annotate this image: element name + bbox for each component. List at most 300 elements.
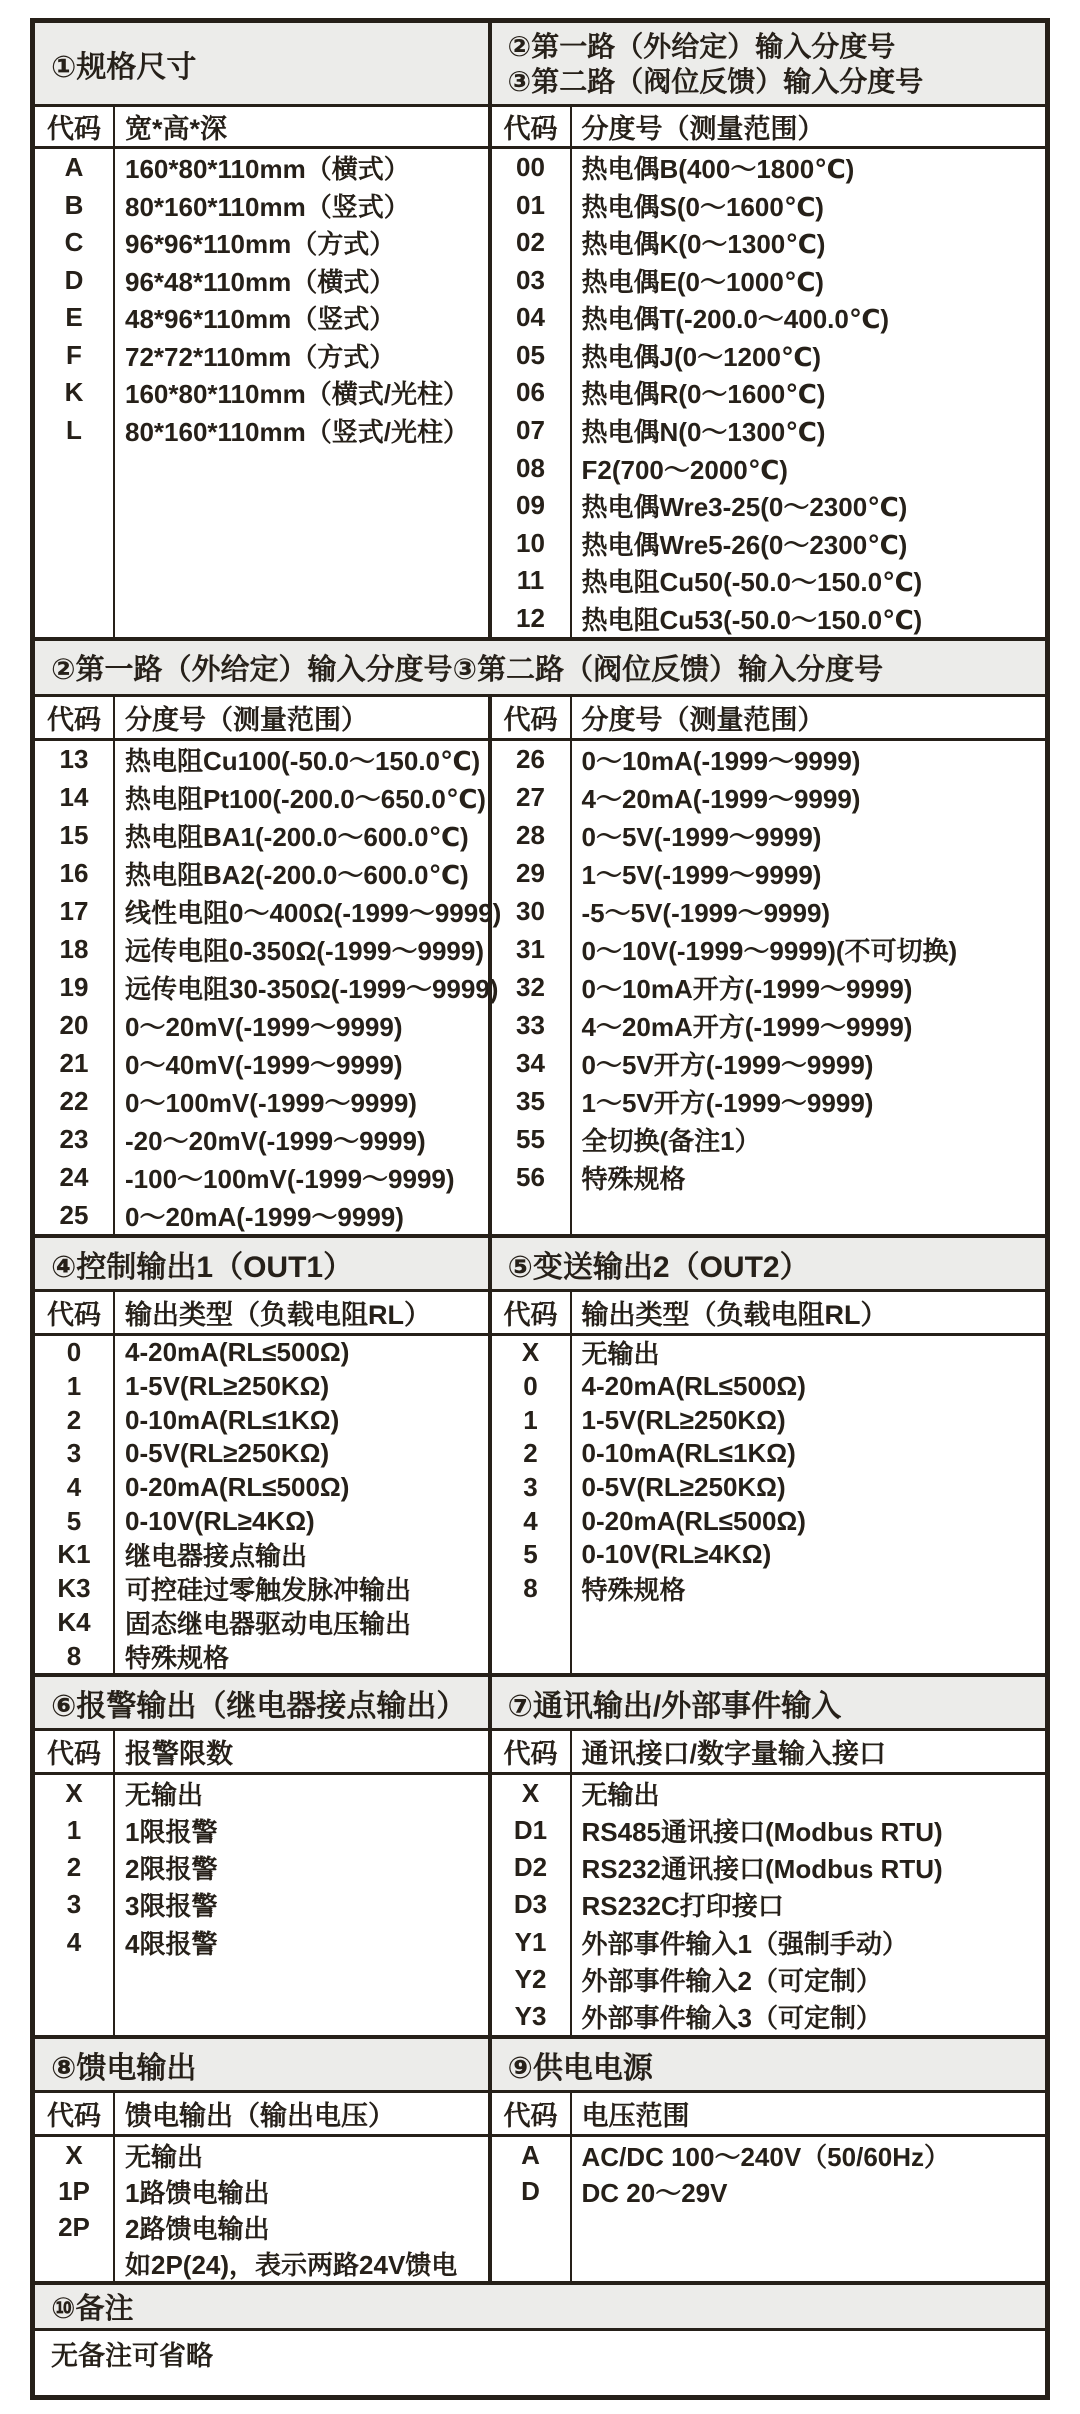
table-row	[492, 224, 1045, 262]
section-title-line: ⑥报警输出（继电器接点输出）	[51, 1689, 467, 1723]
row-desc: 0～10mA开方(-1999～9999)	[581, 973, 913, 1004]
row-desc: 热电偶K(0～1300℃)	[581, 229, 826, 260]
row-code: 18	[59, 934, 89, 965]
row-desc: 热电阻BA1(-200.0～600.0℃)	[125, 822, 469, 853]
row-desc: 0-5V(RL≥250KΩ)	[581, 1472, 786, 1503]
row-code: B	[64, 189, 84, 220]
table-row	[492, 262, 1045, 300]
table-row	[492, 374, 1045, 412]
row-code: F	[66, 339, 82, 370]
table-row	[492, 779, 1045, 817]
table-row	[492, 817, 1045, 855]
row-desc: 80*160*110mm（竖式）	[125, 191, 410, 222]
column-header-row	[35, 2093, 488, 2137]
row-code: E	[65, 302, 83, 333]
table-row	[35, 1370, 488, 1404]
row-desc: 0～5V开方(-1999～9999)	[581, 1049, 874, 1080]
row-code: 20	[59, 1009, 89, 1040]
section-title	[492, 1238, 1045, 1292]
table-row	[35, 337, 488, 375]
column-header-code: 代码	[47, 1739, 101, 1769]
row-code: 3	[66, 1889, 82, 1920]
section-title	[492, 23, 1045, 107]
row-code: 11	[516, 565, 545, 596]
row-code: 23	[59, 1123, 89, 1154]
section-title-line: ①规格尺寸	[51, 50, 197, 84]
column-header-code: 代码	[47, 705, 101, 735]
row-desc: RS485通讯接口(Modbus RTU)	[581, 1817, 943, 1848]
row-code: 15	[59, 820, 89, 851]
table-row	[492, 449, 1045, 487]
row-desc: 热电偶J(0～1200℃)	[581, 341, 822, 372]
table-row	[35, 262, 488, 300]
row-code: 0	[66, 1337, 82, 1368]
row-desc: 4-20mA(RL≤500Ω)	[581, 1371, 806, 1402]
row-desc: 0-20mA(RL≤500Ω)	[125, 1472, 350, 1503]
table-row	[35, 1044, 488, 1082]
row-code: 55	[516, 1123, 545, 1154]
section-alarm	[35, 1673, 1045, 2035]
row-desc: 1～5V(-1999～9999)	[581, 860, 822, 891]
table-row	[35, 1158, 488, 1196]
table-row	[35, 779, 488, 817]
table-row	[492, 855, 1045, 893]
row-desc: 如2P(24)，表示两路24V馈电	[125, 2249, 458, 2280]
column-header-code: 代码	[503, 114, 558, 144]
section-title-line: ⑧馈电输出	[51, 2051, 197, 2085]
row-code: 19	[59, 971, 89, 1002]
row-desc: 继电器接点输出	[125, 1541, 308, 1572]
column-header-code: 代码	[47, 114, 101, 144]
table-row	[35, 817, 488, 855]
row-code: X	[521, 1337, 540, 1368]
row-desc: 160*80*110mm（横式）	[125, 154, 410, 185]
row-desc: 1-5V(RL≥250KΩ)	[125, 1371, 330, 1402]
table-row	[35, 1196, 488, 1234]
table-row	[35, 2173, 488, 2209]
row-code: 8	[66, 1640, 82, 1671]
panel-right	[492, 2039, 1045, 2281]
rows-body	[492, 741, 1045, 1234]
row-code: 5	[523, 1539, 538, 1570]
row-code: Y1	[514, 1926, 547, 1957]
column-header-row	[492, 107, 1045, 149]
table-row	[35, 149, 488, 187]
section-title-line: ⑦通讯输出/外部事件输入	[507, 1689, 842, 1723]
table-row	[492, 487, 1045, 525]
section-title	[492, 1677, 1045, 1731]
table-row	[35, 1082, 488, 1120]
column-header-code: 代码	[503, 2101, 558, 2131]
table-row	[35, 1336, 488, 1370]
table-row	[492, 1044, 1045, 1082]
column-header-row	[35, 1292, 488, 1336]
rows-body	[492, 2137, 1045, 2281]
table-row	[492, 1158, 1045, 1196]
row-desc: 热电阻BA2(-200.0～600.0℃)	[125, 860, 469, 891]
row-desc: DC 20～29V	[581, 2177, 728, 2208]
row-code: A	[521, 2139, 540, 2170]
row-code: 02	[516, 227, 545, 258]
row-code: 2	[66, 1404, 82, 1435]
row-code: 8	[523, 1573, 538, 1604]
table-row	[35, 1538, 488, 1572]
row-desc: 2限报警	[125, 1854, 218, 1885]
table-row	[492, 1504, 1045, 1538]
section-title-line: ⑤变送输出2（OUT2）	[507, 1250, 810, 1284]
section-size	[35, 23, 1045, 637]
row-desc: 热电偶Wre3-25(0～2300℃)	[581, 492, 908, 523]
row-code: 10	[516, 527, 545, 558]
column-header-desc: 通讯接口/数字量输入接口	[581, 1739, 887, 1769]
section-title-line: ⑨供电电源	[507, 2051, 653, 2085]
section-title	[35, 1238, 488, 1292]
row-desc: 48*96*110mm（竖式）	[125, 304, 396, 335]
section-pair	[35, 697, 1045, 1234]
row-desc: 0～10V(-1999～9999)(不可切换)	[581, 936, 958, 967]
row-code: Y3	[514, 2000, 547, 2031]
table-row	[35, 1924, 488, 1961]
row-desc: 无输出	[581, 1339, 660, 1370]
row-code: K	[64, 377, 84, 408]
row-desc: 0～20mV(-1999～9999)	[125, 1011, 403, 1042]
row-desc: F2(700～2000℃)	[581, 454, 788, 485]
row-desc: 80*160*110mm（竖式/光柱）	[125, 416, 469, 447]
table-row	[492, 1437, 1045, 1471]
table-row	[35, 893, 502, 931]
row-code: 24	[59, 1161, 89, 1192]
column-header-desc: 宽*高*深	[125, 114, 228, 144]
column-header-desc: 分度号（测量范围）	[581, 114, 825, 144]
table-row	[35, 1471, 488, 1505]
table-row	[492, 1775, 1045, 1812]
table-row	[35, 969, 499, 1007]
table-row	[492, 337, 1045, 375]
row-desc: 无输出	[125, 1780, 204, 1811]
table-row	[35, 1812, 488, 1849]
panel-right	[492, 1238, 1045, 1673]
table-row	[492, 741, 1045, 779]
row-code: 17	[59, 896, 89, 927]
row-desc: 4-20mA(RL≤500Ω)	[125, 1337, 350, 1368]
row-code: 4	[523, 1505, 538, 1536]
table-row	[35, 1639, 488, 1673]
row-code: K4	[57, 1606, 91, 1637]
order-spec-table	[30, 18, 1050, 2400]
row-code: 26	[516, 744, 545, 775]
section-feed	[35, 2035, 1045, 2281]
row-code: K1	[57, 1539, 91, 1570]
row-code: 01	[516, 189, 545, 220]
section-title	[35, 1677, 488, 1731]
row-desc: 无输出	[125, 2141, 204, 2172]
table-row	[492, 1961, 1045, 1998]
row-desc: -20～20mV(-1999～9999)	[125, 1125, 426, 1156]
row-code: 04	[516, 302, 545, 333]
row-desc: 外部事件输入2（可定制）	[581, 1965, 882, 1996]
table-row	[35, 1849, 488, 1886]
row-code: 30	[516, 896, 545, 927]
table-row	[492, 2137, 1045, 2173]
table-row	[35, 1886, 488, 1923]
table-row	[35, 1572, 488, 1606]
table-row	[35, 1504, 488, 1538]
row-desc: 热电偶E(0～1000℃)	[581, 266, 824, 297]
section-title	[492, 2039, 1045, 2093]
table-row	[35, 187, 488, 225]
row-desc: 0-10mA(RL≤1KΩ)	[581, 1438, 796, 1469]
row-code: D1	[513, 1815, 548, 1846]
panel-left	[35, 1238, 492, 1673]
section-title	[35, 2039, 488, 2093]
row-code: 56	[516, 1161, 545, 1192]
row-desc: 0-10V(RL≥4KΩ)	[125, 1505, 315, 1536]
row-desc: 0～20mA(-1999～9999)	[125, 1201, 404, 1232]
row-desc: 特殊规格	[581, 1575, 686, 1606]
section-title-line: ③第二路（阀位反馈）输入分度号	[507, 65, 924, 97]
table-row	[492, 969, 1045, 1007]
row-code: D2	[513, 1852, 548, 1883]
panel-right	[492, 23, 1045, 637]
table-row	[35, 931, 488, 969]
row-code: 34	[516, 1047, 545, 1078]
row-code: 06	[516, 377, 545, 408]
row-code: 07	[516, 414, 545, 445]
rows-body	[35, 1775, 488, 2035]
row-desc: 无输出	[581, 1780, 660, 1811]
row-code: A	[64, 152, 84, 183]
column-header-desc: 馈电输出（输出电压）	[125, 2101, 395, 2131]
row-desc: 0-10mA(RL≤1KΩ)	[125, 1404, 340, 1435]
rows-body	[35, 2137, 488, 2281]
row-desc: 1～5V开方(-1999～9999)	[581, 1087, 874, 1118]
row-code: 0	[523, 1371, 538, 1402]
table-row	[35, 2137, 488, 2173]
table-row	[492, 1538, 1045, 1572]
table-row	[492, 1849, 1045, 1886]
rows-body	[35, 149, 488, 637]
row-desc: 线性电阻0～400Ω(-1999～9999)	[125, 898, 502, 929]
row-desc: 热电偶Wre5-26(0～2300℃)	[581, 529, 908, 560]
row-code: D3	[513, 1889, 548, 1920]
column-header-row	[492, 2093, 1045, 2137]
panel-left	[35, 23, 492, 637]
row-desc: 1-5V(RL≥250KΩ)	[581, 1404, 786, 1435]
table-row	[35, 741, 488, 779]
table-row	[35, 374, 488, 412]
section-pair	[35, 1238, 1045, 1673]
table-row	[492, 562, 1045, 600]
row-desc: 远传电阻0-350Ω(-1999～9999)	[125, 936, 484, 967]
row-desc: -100～100mV(-1999～9999)	[125, 1163, 455, 1194]
column-header-code: 代码	[503, 1300, 558, 1330]
row-desc: 热电阻Cu100(-50.0～150.0℃)	[125, 746, 481, 777]
row-desc: 热电阻Pt100(-200.0～650.0℃)	[125, 784, 486, 815]
row-code: 09	[516, 490, 545, 521]
row-code: 33	[516, 1009, 545, 1040]
row-code: 1	[66, 1371, 82, 1402]
table-row	[492, 1471, 1045, 1505]
row-code: 4	[66, 1926, 82, 1957]
row-desc: RS232C打印接口	[581, 1891, 784, 1922]
row-code: 14	[59, 782, 89, 813]
row-code: 32	[516, 971, 545, 1002]
section-pair	[35, 2039, 1045, 2281]
table-row	[35, 1606, 488, 1640]
row-code: 08	[516, 452, 545, 483]
table-row	[492, 931, 1045, 969]
row-code: 35	[516, 1085, 545, 1116]
row-code: D	[521, 2175, 540, 2206]
table-row	[35, 2245, 488, 2281]
row-desc: 2路馈电输出	[125, 2213, 270, 2244]
row-desc: 4限报警	[125, 1928, 218, 1959]
column-header-desc: 输出类型（负载电阻RL）	[581, 1300, 888, 1330]
rows-body	[35, 741, 502, 1234]
table-row	[492, 1886, 1045, 1923]
section-pair	[35, 23, 1045, 637]
rows-body	[492, 1336, 1045, 1673]
table-row	[492, 1572, 1045, 1606]
row-desc: 0～100mV(-1999～9999)	[125, 1087, 417, 1118]
section-title-line: ④控制输出1（OUT1）	[51, 1250, 354, 1284]
column-header-row	[492, 1292, 1045, 1336]
column-header-code: 代码	[47, 2101, 101, 2131]
row-desc: 0～10mA(-1999～9999)	[581, 746, 861, 777]
row-desc: 1限报警	[125, 1817, 218, 1848]
row-code: 4	[66, 1472, 82, 1503]
row-code: 1P	[58, 2175, 90, 2206]
row-desc: 特殊规格	[581, 1163, 686, 1194]
table-row	[492, 149, 1045, 187]
column-header-row	[492, 697, 1045, 741]
section-outputs	[35, 1234, 1045, 1673]
table-row	[492, 2173, 1045, 2209]
column-header-code: 代码	[503, 1739, 558, 1769]
row-desc: 热电偶T(-200.0～400.0℃)	[581, 304, 889, 335]
table-row	[35, 2209, 488, 2245]
section-inputs	[35, 637, 1045, 1234]
panel-left	[35, 2039, 492, 2281]
table-row	[35, 1775, 488, 1812]
row-desc: 固态继电器驱动电压输出	[125, 1608, 412, 1639]
table-row	[35, 224, 488, 262]
column-header-desc: 报警限数	[125, 1739, 233, 1769]
row-desc: 1路馈电输出	[125, 2177, 270, 2208]
table-row	[35, 1006, 488, 1044]
section-title: ⑩备注	[35, 2285, 1045, 2331]
column-header-desc: 分度号（测量范围）	[581, 705, 825, 735]
row-desc: 热电偶B(400～1800℃)	[581, 154, 855, 185]
row-desc: 全切换(备注1）	[581, 1125, 761, 1156]
table-row	[492, 1082, 1045, 1120]
table-row	[35, 855, 488, 893]
row-desc: -5～5V(-1999～9999)	[581, 898, 831, 929]
row-desc: 96*48*110mm（横式）	[125, 266, 396, 297]
column-header-code: 代码	[503, 705, 558, 735]
row-desc: 0-20mA(RL≤500Ω)	[581, 1505, 806, 1536]
row-desc: 特殊规格	[125, 1642, 230, 1673]
table-row	[492, 893, 1045, 931]
row-desc: 热电偶S(0～1600℃)	[581, 191, 824, 222]
row-code: 03	[516, 264, 545, 295]
row-desc: 可控硅过零触发脉冲输出	[125, 1575, 412, 1606]
row-code: 12	[516, 602, 545, 633]
row-desc: 外部事件输入3（可定制）	[581, 2002, 882, 2033]
table-row	[35, 299, 488, 337]
row-code: 21	[59, 1047, 89, 1078]
column-header-row	[35, 1731, 488, 1775]
row-code: C	[64, 227, 84, 258]
section-remarks	[35, 2281, 1045, 2375]
row-desc: 热电偶N(0～1300℃)	[581, 416, 826, 447]
table-row	[35, 412, 488, 450]
row-desc: 热电阻Cu50(-50.0～150.0℃)	[581, 567, 923, 598]
table-row	[492, 1336, 1045, 1370]
section-title	[35, 23, 488, 107]
row-desc: 72*72*110mm（方式）	[125, 341, 396, 372]
row-code: 1	[66, 1815, 82, 1846]
row-code: 2	[66, 1852, 82, 1883]
row-desc: AC/DC 100～240V（50/60Hz）	[581, 2141, 951, 2172]
row-code: 13	[59, 744, 89, 775]
row-desc: 3限报警	[125, 1891, 218, 1922]
table-row	[492, 187, 1045, 225]
row-desc: 0-10V(RL≥4KΩ)	[581, 1539, 772, 1570]
panel-right	[492, 1677, 1045, 2035]
table-row	[35, 1120, 488, 1158]
table-row	[492, 599, 1045, 637]
row-code: 5	[66, 1505, 82, 1536]
row-code: 25	[59, 1199, 89, 1230]
panel-left	[35, 1677, 492, 2035]
section-pair	[35, 1677, 1045, 2035]
column-header-row	[35, 697, 488, 741]
column-header-row	[492, 1731, 1045, 1775]
row-desc: 4～20mA开方(-1999～9999)	[581, 1011, 913, 1042]
row-code: X	[65, 2139, 83, 2170]
row-desc: 外部事件输入1（强制手动）	[581, 1928, 908, 1959]
row-desc: 96*96*110mm（方式）	[125, 229, 396, 260]
row-desc: 0～40mV(-1999～9999)	[125, 1049, 403, 1080]
table-row	[492, 412, 1045, 450]
table-row	[492, 524, 1045, 562]
row-code: 27	[516, 782, 545, 813]
row-code: X	[65, 1778, 83, 1809]
row-code: 3	[523, 1472, 538, 1503]
column-header-desc: 分度号（测量范围）	[125, 705, 368, 735]
row-desc: 0-5V(RL≥250KΩ)	[125, 1438, 330, 1469]
row-desc: 160*80*110mm（横式/光柱）	[125, 379, 469, 410]
table-row	[492, 1006, 1045, 1044]
table-row	[492, 1812, 1045, 1849]
table-row	[492, 1998, 1045, 2035]
panel-right	[492, 697, 1045, 1234]
note-text: 无备注可省略	[51, 2340, 213, 2371]
column-header-row	[35, 107, 488, 149]
table-row	[492, 1120, 1045, 1158]
row-code: 2P	[58, 2211, 90, 2242]
rows-body	[492, 1775, 1045, 2035]
row-desc: 4～20mA(-1999～9999)	[581, 784, 861, 815]
table-row	[492, 1924, 1045, 1961]
row-desc: 热电偶R(0～1600℃)	[581, 379, 826, 410]
row-desc: 热电阻Cu53(-50.0～150.0℃)	[581, 604, 923, 635]
row-desc: RS232通讯接口(Modbus RTU)	[581, 1854, 943, 1885]
row-code: 3	[66, 1438, 82, 1469]
row-code: 1	[523, 1404, 538, 1435]
panel-left	[35, 697, 502, 1234]
